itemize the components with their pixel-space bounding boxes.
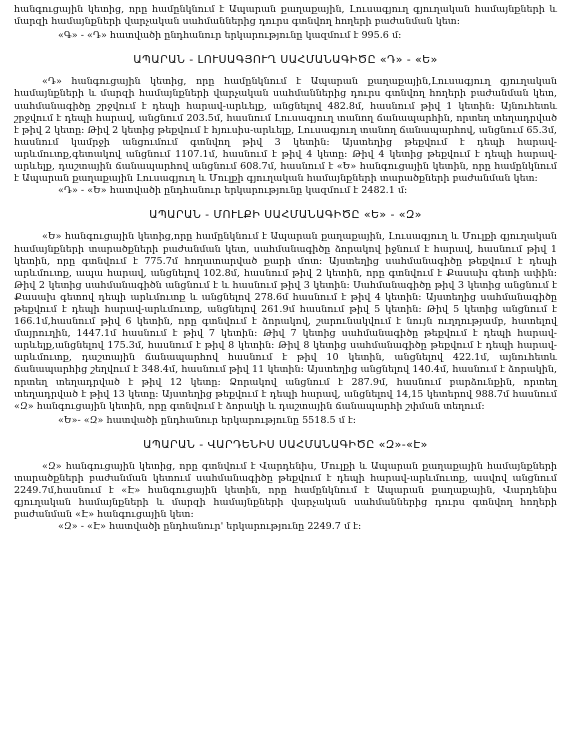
section-body-aparan-lusagyugh: «Դ» հանգուցային կետից, որը համընկնում է Ապարան քաղաքային,Լուսագյուղ գյուղական համայնքների և մարզի համայնքների վարչական սահմաններից դուրս գտնվող հողերի բաժանման կետ, սահմանագիծը շրջվում է դեպի հարավ-արևելք, անցնելով 482.8մ, հասնում թիվ 1 կետին: Այնուհետև շրջվում է դեպի հարավ, անցնում 203.5մ, հասնում Լուսագյուղ տանող ճանապարհին, որտեղ տեղադրված է թիվ 2 կետը: Թիվ 2 կետից թեքվում է հյուսիս-արևելք, Լուսագյուղ տանող ճանապարհով, անցնում 65.3մ, հասնում կամրջի անցումում գտնվող թիվ 3 կետին: Այստեղից թեքվում է դեպի հարավ-արևմուտք,գետակով անցնում 1107.1մ, հասնում է թիվ 4 կետը: Թիվ 4 կետից թեքվում է դեպի հարավ-արևելք, դաշտային ճանապարհով անցնում 608.7մ, հասնում է «Ե» հանգուցային կետին, որը համընկնում է Ապարան քաղաքային Լուսագյուղ և Մուլքի գյուղական համայնքների տարածքների բաժանման կետ: bbox=[14, 76, 557, 185]
section-total-aparan-lusagyugh: «Դ» - «Ե» հատվածի ընդհանուր երկարությունը կազմում է 2482.1 մ: bbox=[58, 185, 408, 197]
section-heading-aparan-vardenis: ԱՊԱՐԱՆ - ՎԱՐԴԵՆԻՍ ՍԱՀՄԱՆԱԳԻԾԸ «Զ»-«Է» bbox=[143, 437, 428, 451]
section-body-aparan-mulki: «Ե» հանգուցային կետից,որը համընկնում է Ապարան քաղաքային, Լուսագյուղ և Մուլքի գյուղական համայնքների տարածքների բաժանման կետ, սահմանագիծը ձորակով իջնում է հարավ, հասնում թիվ 1 կետին, որը գտնվում է 775.7մ հողատարված քարի մոտ: Այստեղից սահմանագիծը թեքվում է դեպի արևմուտք, ապա հարավ, անցնելով 102.8մ, հասնում թիվ 2 կետին, որը գտնվում է Քասախ գետի ափին: Թիվ 2 կետից սահմանագիծն անցնում է և հասնում թիվ 3 կետին: Սահմանագիծը թիվ 3 կետից անցնում է Քասախ գետով դեպի արևմուտք և անցնելով 278.6մ հասնում է թիվ 4 կետին: Այստեղից սահմանագիծը թեքվում է դեպի հարավ-արևմուտք, անցնելով 261.9մ հասնում թիվ 5 կետին: Թիվ 5 կետից անցնում է 166.1մ,հասնում թիվ 6 կետին, որը գտնվում է ձորակով, շարունակվում է նույն ուղղությամբ, հատելով մայրուղին, 1447.1մ հասնում է թիվ 7 կետին: Թիվ 7 կետից սահմանագիծը թեքվում է դեպի հարավ-արևելք,անցնելով 175.3մ, հասնում է թիվ 8 կետին: Թիվ 8 կետից սահմանագիծը թեքվում է դեպի հարավ-արևմուտք, դաշտային ճանապարհով հասնում է թիվ 10 կետին, անցնելով 422.1մ, այնուհետև ճանապարհից շեղվում է 348.4մ, հասնում թիվ 11 կետին: Այստեղից անցնելով 140.4մ, հասնում է ձորակին, որտեղ տեղադրված է թիվ 12 կետը: Ձորակով անցնում է 287.9մ, հասնում բարձունքին, որտեղ տեղադրված է թիվ 13 կետը: Այստեղից թեքվում է դեպի հարավ, անցնելով 14,15 կետերով 988.7մ հասնում «Զ» հանգուցային կետին, որը գտնվում է ձորակի և դաշտային ճանապարհի շփման տեղում: bbox=[14, 231, 557, 412]
section-heading-aparan-lusagyugh: ԱՊԱՐԱՆ - ԼՈՒՍԱԳՅՈՒՂ ՍԱՀՄԱՆԱԳԻԾԸ «Դ» - «Ե» bbox=[133, 53, 438, 67]
intro-segment-total: «Գ» - «Դ» հատվածի ընդհանուր երկարությունը կազմում է 995.6 մ: bbox=[58, 30, 402, 42]
section-total-aparan-vardenis: «Զ» - «Է» հատվածի ընդհանուր' երկարությունը 2249.7 մ է: bbox=[58, 521, 362, 533]
section-heading-aparan-mulki: ԱՊԱՐԱՆ - ՄՈՒԼՔԻ ՍԱՀՄԱՆԱԳԻԾԸ «Ե» - «Զ» bbox=[149, 208, 422, 222]
section-total-aparan-mulki: «Ե»- «Զ» հատվածի ընդհանուր երկարությունը 5518.5 մ է: bbox=[58, 414, 357, 426]
intro-paragraph: հանգուցային կետից, որը համընկնում է Ապարան քաղաքային, Լուսագյուղ գյուղական համայնքների և մարզի համայնքների վարչական սահմաններից դուրս գտնվող հողերի բաժանման կետ: bbox=[14, 4, 557, 28]
section-body-aparan-vardenis: «Զ» հանգուցային կետից, որը գտնվում է Վարդենիս, Մուլքի և Ապարան քաղաքային համայնքների տարածքների բաժանման կետում սահմանագիծը թեքվում է դեպի հարավ-արևմուտք, ասվով անցնում 2249.7մ,հասնում է «Է» հանգուցային կետին, որը համընկնում է Ապարան քաղաքային, Վարդենիս գյուղական համայնքների և մարզի համայնքների վարչական սահմաններից դուրս գտնվող հողերի բաժանման «Է» հանգուցային կետ: bbox=[14, 461, 557, 521]
